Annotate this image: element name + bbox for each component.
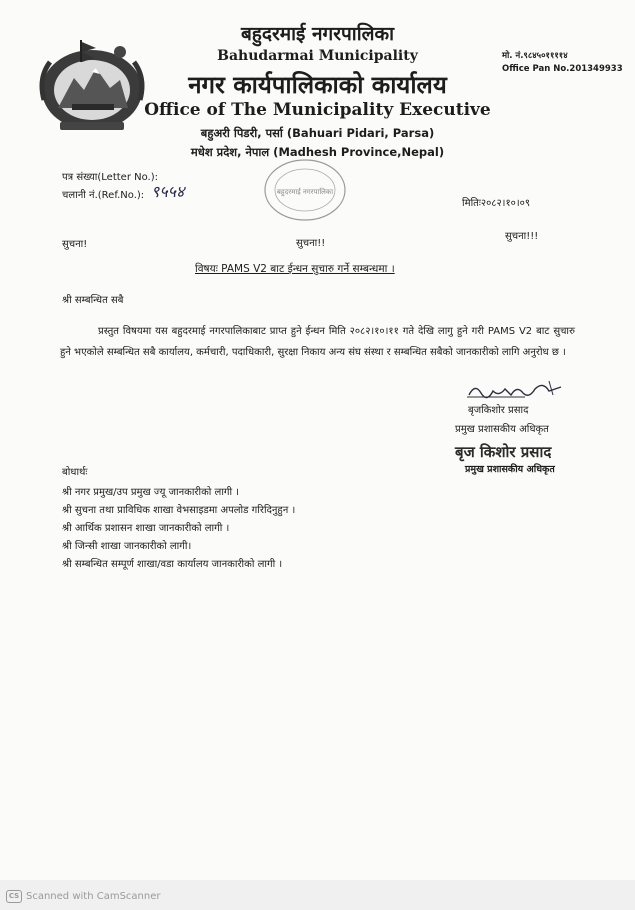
ref-no-handwritten: ९५५४ <box>151 182 185 201</box>
letter-date: मितिः२०८२।१०।०९ <box>462 198 531 209</box>
notice-heading-middle: सुचना!! <box>296 238 326 249</box>
office-name-nepali: नगर कार्यपालिकाको कार्यालय <box>188 71 447 99</box>
ref-no-label: चलानी नं.(Ref.No.): <box>62 190 145 201</box>
address-line-2: मधेश प्रदेश, नेपाल (Madhesh Province,Nepal) <box>190 145 445 159</box>
letter-body: प्रस्तुत विषयमा यस बहुदरमाई नगरपालिकाबाट प्राप्त हुने ईन्धन मिति २०८२।१०।११ गते देखि लागु हुने गरी PAMS V2 बाट सुचारु हुने भएकोले सम्बन्धित सबै कार्यालय, कर्मचारी, पदाधिकारी, सुरक्षा निकाय अन्य संघ संस्था र सम्बन्धित सबैको जानकारीको लागि अनुरोध छ । <box>60 326 575 358</box>
cc-item: श्री आर्थिक प्रशासन शाखा जानकारीको लागी । <box>62 523 230 534</box>
camscanner-icon: CS <box>6 890 22 903</box>
signature-scribble <box>465 377 565 403</box>
municipality-name-nepali: बहुदरमाई नगरपालिका <box>240 23 395 45</box>
cc-item: श्री सुचना तथा प्राविधिक शाखा वेभसाइडमा अपलोड गरिदिनुहुन । <box>62 505 296 516</box>
seal-signatory-title: प्रमुख प्रशासकीय अधिकृत <box>465 464 555 475</box>
signatory-title: प्रमुख प्रशासकीय अधिकृत <box>455 424 549 435</box>
phone-number: मो. नं.९८४५०११११४ <box>502 51 568 61</box>
signatory-name: बृजकिशोर प्रसाद <box>468 405 529 416</box>
cc-item: श्री सम्बन्धित सम्पूर्ण शाखा/वडा कार्यालय जानकारीको लागी । <box>62 559 283 570</box>
notice-heading-right: सुचना!!! <box>505 231 539 242</box>
cc-item: श्री नगर प्रमुख/उप प्रमुख ज्यू जानकारीको लागी । <box>62 487 240 498</box>
office-stamp <box>262 157 348 223</box>
cc-item: श्री जिन्सी शाखा जानकारीको लागी। <box>62 541 192 552</box>
salutation: श्री सम्बन्धित सबै <box>62 295 124 306</box>
pan-number: Office Pan No.201349933 <box>502 64 623 74</box>
cc-label: बोधार्थः <box>62 467 88 478</box>
seal-signatory-name: बृज किशोर प्रसाद <box>455 443 552 461</box>
letter-subject: विषयः PAMS V2 बाट ईन्धन सुचारु गर्ने सम्बन्धमा । <box>195 263 395 275</box>
scanner-text: Scanned with CamScanner <box>26 891 161 902</box>
letter-no-label: पत्र संख्या(Letter No.): <box>62 172 158 183</box>
address-line-1: बहुअरी पिडरी, पर्सा (Bahuari Pidari, Parsa) <box>200 126 435 140</box>
notice-heading-left: सुचना! <box>62 239 88 250</box>
stamp-text: बहुदरमाई नगरपालिका <box>276 188 334 196</box>
municipality-name-english: Bahudarmai Municipality <box>217 48 418 64</box>
scanner-watermark <box>6 890 161 903</box>
office-name-english: Office of The Municipality Executive <box>144 100 491 120</box>
